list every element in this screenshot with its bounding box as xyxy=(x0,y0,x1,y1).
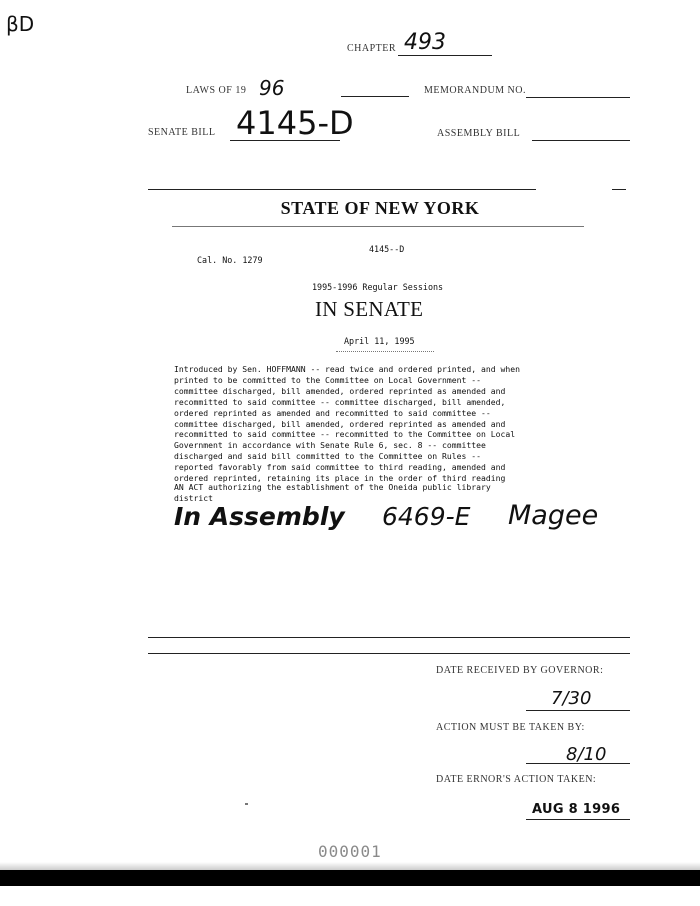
assembly-bill-line xyxy=(532,140,630,141)
introduction-line: ordered reprinted as amended and recommitted to said committee -- xyxy=(174,407,491,418)
action-deadline-line xyxy=(526,763,630,764)
handwritten-in-assembly: In Assembly xyxy=(174,502,345,531)
corner-mark: βD xyxy=(6,12,35,36)
top-rule xyxy=(148,189,536,190)
introduction-date: April 11, 1995 xyxy=(344,336,415,346)
introduction-line: committee discharged, bill amended, ordered reprinted as amended and xyxy=(174,418,506,429)
action-deadline-label: ACTION MUST BE TAKEN BY: xyxy=(436,722,585,733)
laws-blank-line xyxy=(341,96,409,97)
date-rule xyxy=(336,351,434,352)
introduction-line: printed to be committed to the Committee on Local Government -- xyxy=(174,374,481,385)
title-rule xyxy=(172,226,584,227)
introduction-line: ordered reprinted, retaining its place in the order of third reading xyxy=(174,473,506,484)
introduction-line: discharged and said bill committed to the Committee on Rules -- xyxy=(174,451,481,462)
chapter-underline xyxy=(398,55,492,56)
page-stamp: 000001 xyxy=(318,842,382,861)
action-deadline-value: 8/10 xyxy=(566,744,607,765)
action-taken-line xyxy=(526,819,630,820)
memorandum-line xyxy=(526,97,630,98)
introduction-line: reported favorably from said committee to third reading, amended and xyxy=(174,462,506,473)
chapter-value: 493 xyxy=(404,30,446,55)
date-received-value: 7/30 xyxy=(551,688,592,709)
memorandum-label: MEMORANDUM NO. xyxy=(424,85,527,96)
introduction-line: recommitted to said committee -- committee discharged, bill amended, xyxy=(174,396,506,407)
date-received-line xyxy=(526,710,630,711)
chamber-heading: IN SENATE xyxy=(315,297,424,321)
act-title xyxy=(174,482,491,504)
bill-number: 4145--D xyxy=(369,244,405,254)
act-title-line: AN ACT authorizing the establishment of the Oneida public library xyxy=(174,482,491,492)
handwritten-sponsor: Magee xyxy=(508,500,599,531)
action-taken-stamp: AUG 8 1996 xyxy=(532,802,621,817)
cal-no: Cal. No. 1279 xyxy=(197,255,263,265)
introduction-line: recommitted to said committee -- recommitted to the Committee on Local xyxy=(174,429,516,440)
session: 1995-1996 Regular Sessions xyxy=(312,282,444,292)
state-title: STATE OF NEW YORK xyxy=(280,198,480,218)
scan-speck xyxy=(245,803,248,805)
introduction-line: committee discharged, bill amended, ordered reprinted as amended and xyxy=(174,385,506,396)
bottom-rule-1 xyxy=(148,637,630,638)
top-rule-stub xyxy=(612,189,626,190)
date-received-label: DATE RECEIVED BY GOVERNOR: xyxy=(436,665,604,676)
senate-bill-value: 4145-D xyxy=(236,104,354,142)
laws-value: 96 xyxy=(259,76,285,100)
act-title-line: district xyxy=(174,492,213,503)
introduction-line: Introduced by Sen. HOFFMANN -- read twice and ordered printed, and when xyxy=(174,364,520,374)
action-taken-label: DATE ERNOR'S ACTION TAKEN: xyxy=(436,774,597,785)
chapter-label: CHAPTER xyxy=(347,43,397,54)
assembly-bill-label: ASSEMBLY BILL xyxy=(437,128,521,139)
handwritten-assembly-bill: 6469-E xyxy=(382,502,471,531)
introduction-line: Government in accordance with Senate Rule 6, sec. 8 -- committee xyxy=(174,440,486,451)
senate-bill-label: SENATE BILL xyxy=(148,127,216,138)
introduction-paragraph xyxy=(174,364,520,484)
laws-label: LAWS OF 19 xyxy=(186,85,247,96)
bottom-rule-2 xyxy=(148,653,630,654)
scan-border-bar xyxy=(0,870,700,886)
